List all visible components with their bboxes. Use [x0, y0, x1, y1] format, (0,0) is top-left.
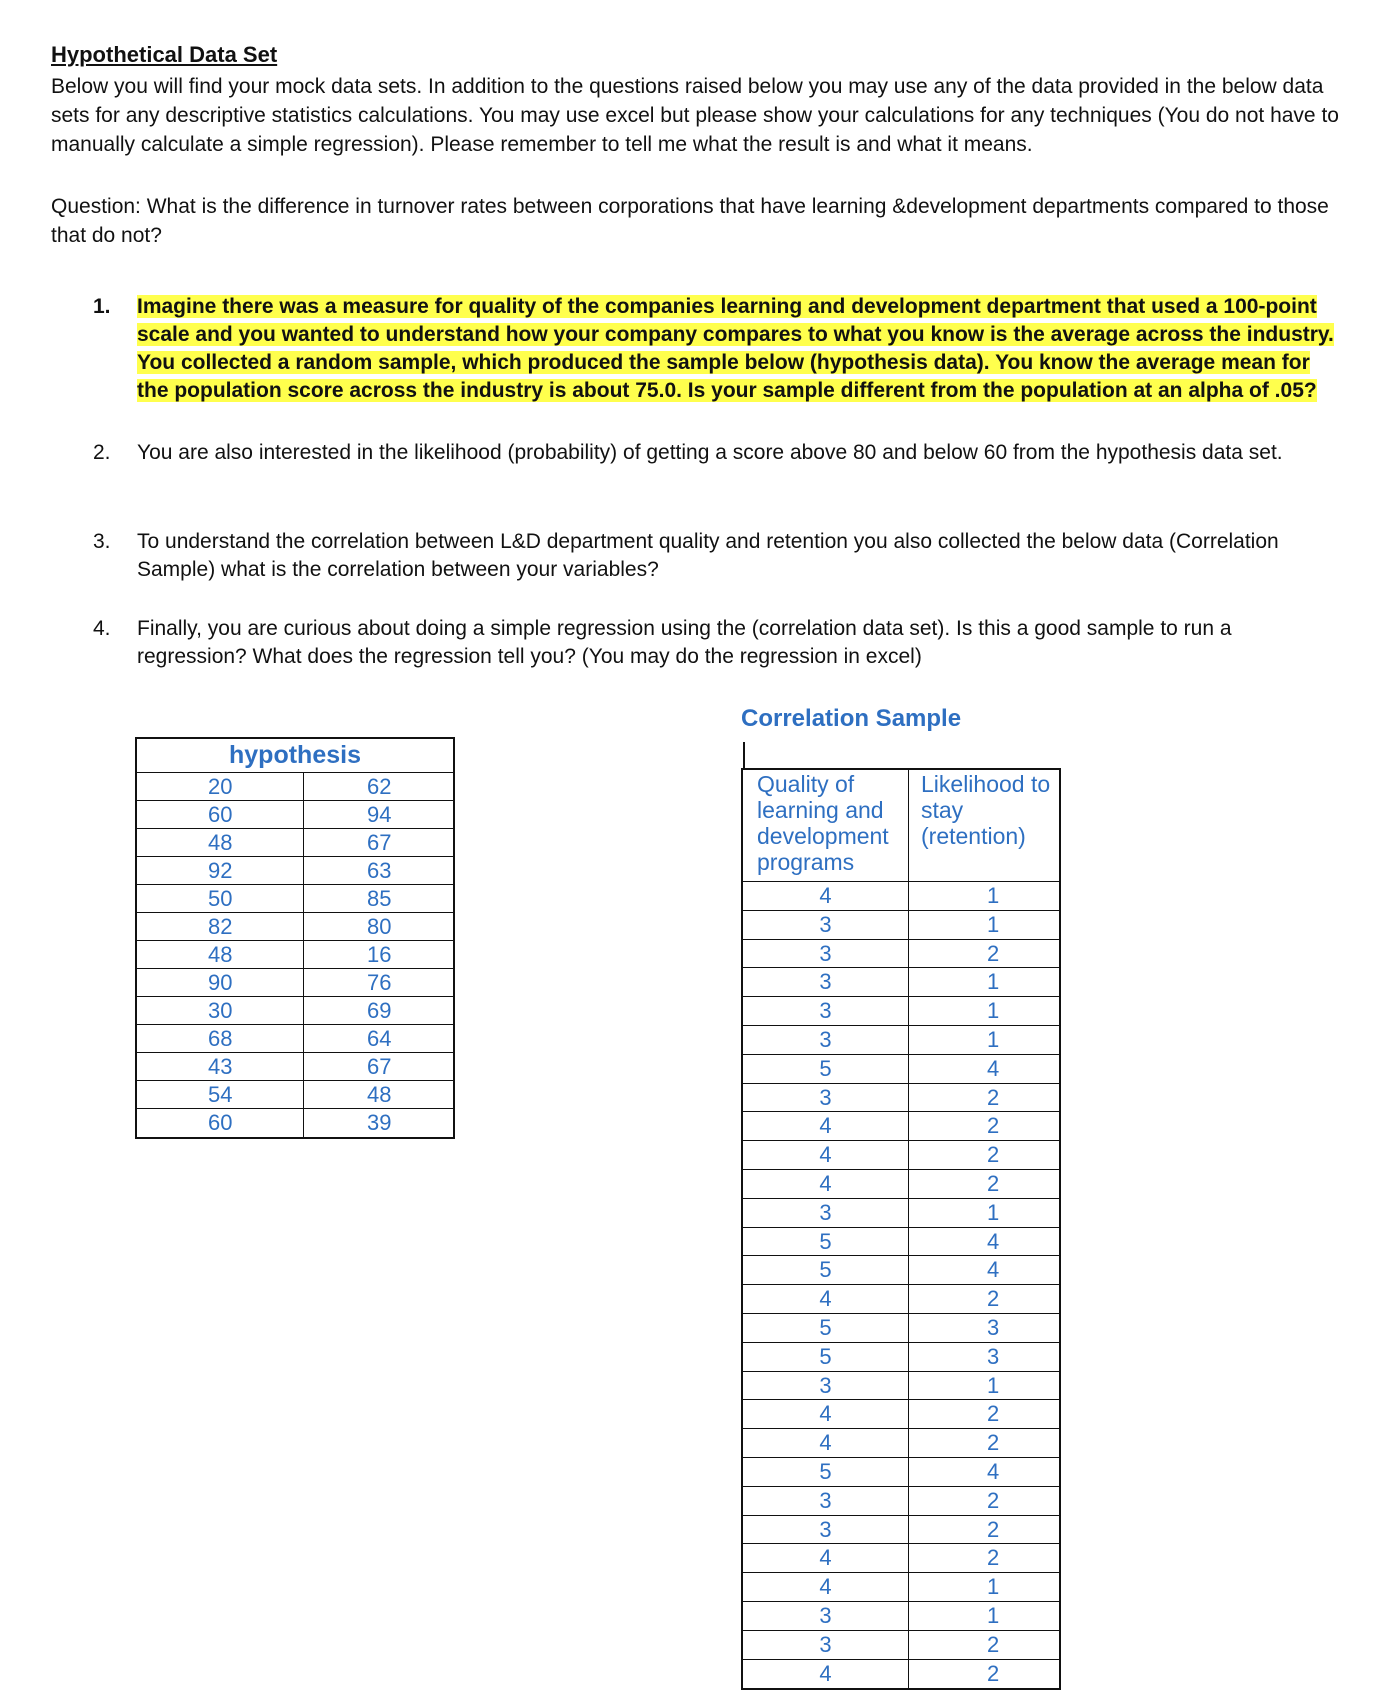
table-cell: 4: [743, 1141, 909, 1169]
table-row: [743, 940, 1059, 969]
table-cell: 2: [987, 1660, 1000, 1686]
table-row: [137, 1081, 453, 1109]
table-row: [743, 1343, 1059, 1372]
table-cell: 3: [743, 940, 909, 968]
table-cell: 2: [987, 1631, 1000, 1657]
table-cell: 1: [987, 1199, 1000, 1225]
question-item-2: [93, 439, 1343, 467]
table-row: [743, 1544, 1059, 1573]
table-row: [137, 857, 453, 885]
table-cell: 1: [987, 969, 1000, 995]
table-row: [743, 1372, 1059, 1401]
table-cell: 16: [367, 942, 392, 967]
table-cell: 2: [987, 1545, 1000, 1571]
table-row: [743, 1458, 1059, 1487]
table-cell: 2: [987, 1430, 1000, 1456]
question-number: 2.: [93, 441, 111, 464]
table-cell: 39: [367, 1110, 392, 1135]
table-cell: 1: [987, 1372, 1000, 1398]
table-row: [137, 1053, 453, 1081]
table-cell: 4: [743, 1170, 909, 1198]
table-cell: 3: [743, 1602, 909, 1630]
table-row: [743, 1112, 1059, 1141]
table-row: [743, 968, 1059, 997]
table-cell: 1: [987, 1574, 1000, 1600]
table-cell: 48: [367, 1082, 392, 1107]
quality-column-header: Quality of learning and development programs: [743, 770, 909, 881]
table-cell: 3: [743, 997, 909, 1025]
table-row: [743, 997, 1059, 1026]
table-cell: 76: [367, 970, 392, 995]
table-row: [743, 1026, 1059, 1055]
table-cell: 2: [987, 940, 1000, 966]
table-cell: 3: [743, 1631, 909, 1659]
question-item-3: [93, 528, 1343, 584]
table-row: [743, 1256, 1059, 1285]
table-cell: 4: [743, 882, 909, 910]
table-row: [137, 913, 453, 941]
table-row: [743, 1487, 1059, 1516]
table-cell: 64: [367, 1026, 392, 1051]
table-cell: 2: [987, 1516, 1000, 1542]
table-cell: 2: [987, 1487, 1000, 1513]
table-cell: 67: [367, 1054, 392, 1079]
hypothesis-table: [135, 737, 455, 1139]
table-row: [743, 1084, 1059, 1113]
table-cell: 48: [137, 941, 304, 968]
correlation-table: [741, 768, 1061, 1690]
question-text: You are also interested in the likelihood (probability) of getting a score above 80 and below 60 from the hypothesis data set.: [137, 441, 1283, 464]
table-cell: 67: [367, 830, 392, 855]
table-cell: 3: [743, 1487, 909, 1515]
retention-column-header: Likelihood to stay (retention): [921, 771, 1051, 849]
table-cell: 4: [987, 1055, 1000, 1081]
intro-paragraph: Below you will find your mock data sets. In addition to the questions raised below you may use any of the data provided in the below data sets for any descriptive statistics calculations. You may use excel but please show your calculations for any techniques (You do not have to manually calculate a simple regression). Please remember to tell me what the result is and what it means.: [51, 75, 1339, 156]
table-cell: 4: [743, 1660, 909, 1689]
table-cell: 2: [987, 1170, 1000, 1196]
table-cell: 30: [137, 997, 304, 1024]
table-row: [137, 941, 453, 969]
table-cell: 3: [743, 1026, 909, 1054]
table-row: [137, 801, 453, 829]
table-cell: 2: [987, 1084, 1000, 1110]
question-number: 4.: [93, 617, 111, 640]
table-cell: 5: [743, 1458, 909, 1486]
question-item-1: [93, 293, 1343, 405]
table-cell: 50: [137, 885, 304, 912]
table-cell: 4: [743, 1285, 909, 1313]
table-cell: 60: [137, 1109, 304, 1137]
table-cell: 5: [743, 1228, 909, 1256]
table-cell: 3: [743, 911, 909, 939]
table-cell: 60: [137, 801, 304, 828]
table-row: [743, 1400, 1059, 1429]
question-text: Finally, you are curious about doing a simple regression using the (correlation data set). Is this a good sample to run a regression? What does the regression tell you? (You may do the regression in excel): [137, 617, 1232, 668]
table-cell: 3: [987, 1343, 1000, 1369]
table-row: [743, 1170, 1059, 1199]
table-cell: 63: [367, 858, 392, 883]
table-edge-mark: [743, 742, 745, 768]
correlation-sample-title: Correlation Sample: [741, 705, 962, 732]
table-cell: 3: [743, 1084, 909, 1112]
table-row: [743, 1516, 1059, 1545]
table-cell: 94: [367, 802, 392, 827]
table-row: [743, 1141, 1059, 1170]
table-row: [137, 997, 453, 1025]
table-cell: 4: [743, 1112, 909, 1140]
table-row: [743, 1199, 1059, 1228]
table-row: [743, 1228, 1059, 1257]
table-row: [743, 882, 1059, 911]
table-cell: 5: [743, 1343, 909, 1371]
table-cell: 54: [137, 1081, 304, 1108]
table-cell: 92: [137, 857, 304, 884]
table-cell: 4: [987, 1458, 1000, 1484]
table-cell: 1: [987, 911, 1000, 937]
table-row: [743, 1314, 1059, 1343]
table-row: [137, 1025, 453, 1053]
table-cell: 48: [137, 829, 304, 856]
table-cell: 90: [137, 969, 304, 996]
table-cell: 4: [743, 1573, 909, 1601]
table-row: [137, 969, 453, 997]
table-cell: 3: [743, 1199, 909, 1227]
hypothesis-table-header: hypothesis: [137, 739, 453, 773]
table-cell: 3: [987, 1314, 1000, 1340]
table-cell: 85: [367, 886, 392, 911]
table-cell: 2: [987, 1113, 1000, 1139]
table-cell: 4: [743, 1400, 909, 1428]
table-cell: 5: [743, 1314, 909, 1342]
table-cell: 20: [137, 773, 304, 800]
table-cell: 1: [987, 1026, 1000, 1052]
question-text: Imagine there was a measure for quality of the companies learning and development department that used a 100-point scale and you wanted to understand how your company compares to what you know is the average across the industry. You collected a random sample, which produced the sample below (hypothesis data). You know the average mean for the population score across the industry is about 75.0. Is your sample different from the population at an alpha of .05?: [137, 295, 1334, 402]
correlation-table-header: [743, 770, 1059, 882]
table-cell: 2: [987, 1286, 1000, 1312]
table-cell: 5: [743, 1256, 909, 1284]
table-cell: 68: [137, 1025, 304, 1052]
table-row: [743, 1660, 1059, 1689]
table-cell: 2: [987, 1401, 1000, 1427]
table-cell: 1: [987, 883, 1000, 908]
table-cell: 4: [743, 1429, 909, 1457]
table-row: [137, 773, 453, 801]
question-number: 3.: [93, 530, 111, 553]
table-row: [137, 885, 453, 913]
table-cell: 69: [367, 998, 392, 1023]
research-question: Question: What is the difference in turnover rates between corporations that have learning &development departments compared to those that do not?: [51, 195, 1329, 247]
table-cell: 3: [743, 1516, 909, 1544]
table-cell: 5: [743, 1055, 909, 1083]
table-cell: 43: [137, 1053, 304, 1080]
question-number: 1.: [93, 295, 111, 318]
table-row: [743, 1285, 1059, 1314]
table-cell: 62: [367, 774, 392, 799]
document-title: Hypothetical Data Set: [51, 42, 278, 67]
table-cell: 4: [987, 1228, 1000, 1254]
table-cell: 2: [987, 1142, 1000, 1168]
table-cell: 1: [987, 1602, 1000, 1628]
question-item-4: [93, 615, 1343, 671]
table-row: [137, 1109, 453, 1137]
table-row: [743, 1055, 1059, 1084]
table-row: [743, 1573, 1059, 1602]
table-cell: 82: [137, 913, 304, 940]
table-cell: 4: [987, 1257, 1000, 1283]
table-cell: 1: [987, 998, 1000, 1024]
table-cell: 80: [367, 914, 392, 939]
table-cell: 3: [743, 968, 909, 996]
table-row: [137, 829, 453, 857]
question-text: To understand the correlation between L&D department quality and retention you also collected the below data (Correlation Sample) what is the correlation between your variables?: [137, 530, 1279, 581]
table-row: [743, 1429, 1059, 1458]
table-row: [743, 1602, 1059, 1631]
table-row: [743, 911, 1059, 940]
table-cell: 3: [743, 1372, 909, 1400]
table-row: [743, 1631, 1059, 1660]
table-cell: 4: [743, 1544, 909, 1572]
